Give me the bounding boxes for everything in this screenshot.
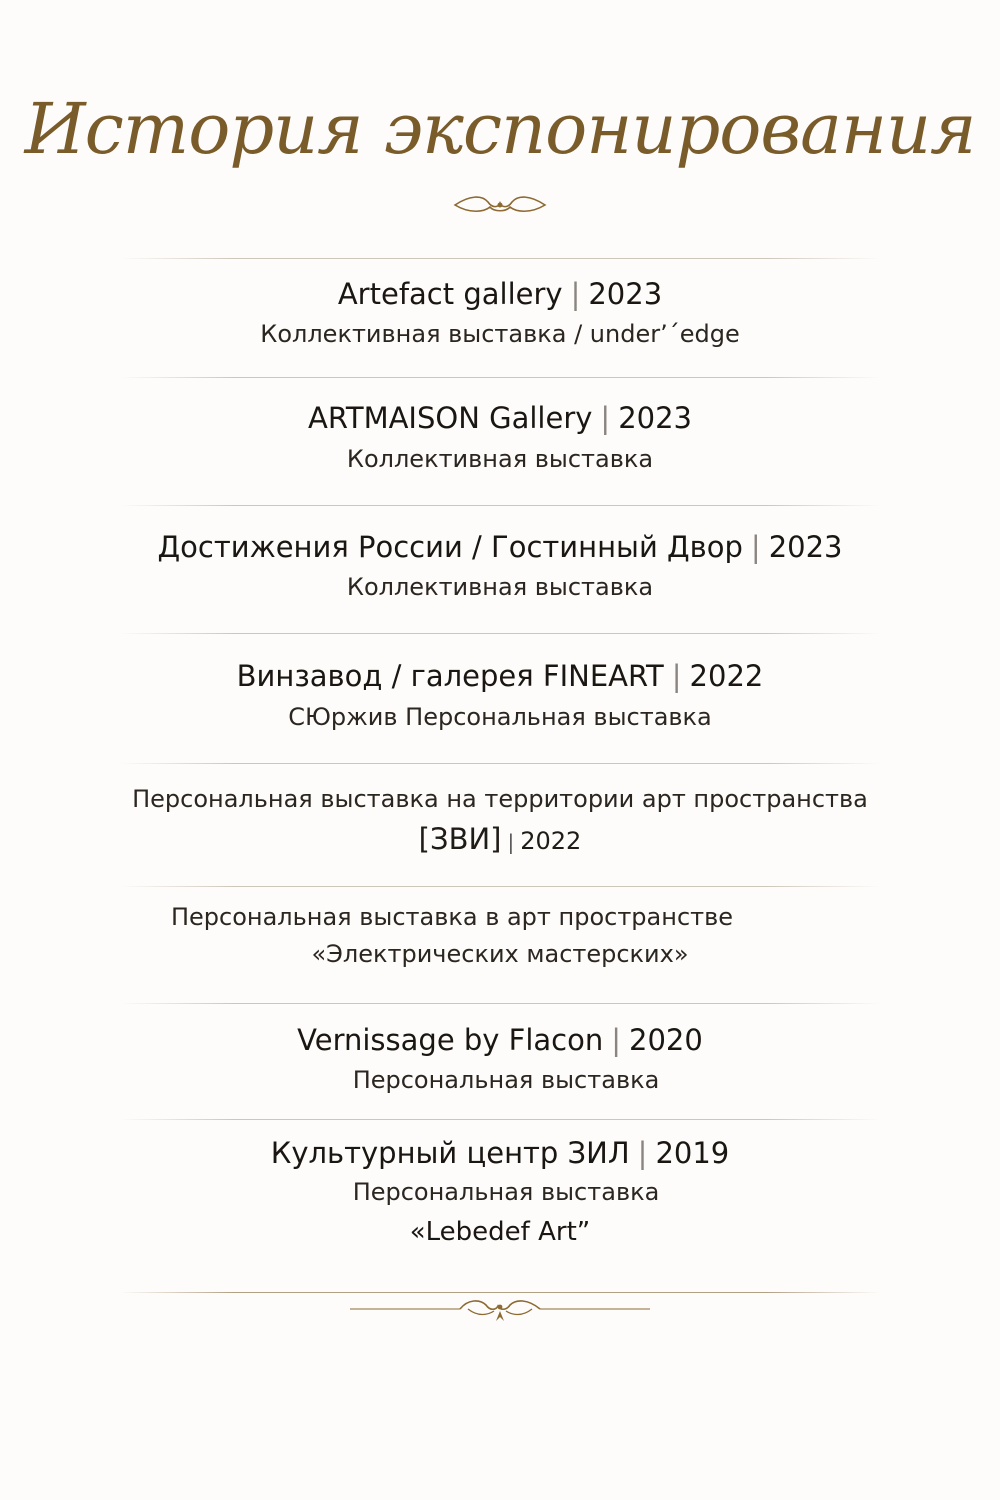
exhibition-venue: Artefact gallery	[337, 277, 563, 311]
title-separator: |	[600, 401, 611, 435]
exhibition-entry-title	[0, 822, 1000, 856]
exhibition-year: 2020	[629, 1023, 703, 1057]
exhibition-description-line-2: «Lebedef Art”	[409, 1217, 591, 1247]
exhibition-year: 2023	[768, 530, 843, 564]
ornament-flourish-bottom-icon	[350, 1295, 650, 1329]
exhibition-venue: Vernissage by Flacon	[297, 1023, 604, 1057]
title-separator: |	[507, 830, 515, 854]
title-separator: |	[750, 530, 761, 564]
entry-divider	[120, 633, 880, 634]
exhibition-description: Коллективная выставка	[346, 573, 654, 601]
title-separator: |	[611, 1023, 622, 1057]
exhibition-entry-title	[0, 659, 1000, 693]
exhibition-description: Персональная выставка на территории арт пространства	[132, 785, 868, 813]
exhibition-entry-title	[0, 1023, 1000, 1057]
exhibition-description-line-2: «Электрических мастерских»	[311, 940, 689, 968]
entry-divider	[120, 258, 880, 259]
exhibition-description: Персональная выставка	[352, 1178, 660, 1206]
exhibition-venue: ARTMAISON Gallery	[307, 401, 593, 435]
exhibition-year: 2022	[689, 659, 764, 693]
exhibition-venue: [ЗВИ]	[418, 822, 502, 856]
exhibition-entry-title	[0, 530, 1000, 564]
title-separator: |	[570, 277, 581, 311]
exhibition-year: 2022	[520, 827, 582, 855]
exhibition-description: Персональная выставка в арт пространстве	[170, 903, 734, 931]
title-separator: |	[671, 659, 682, 693]
exhibition-venue: Достижения России / Гостинный Двор	[157, 530, 743, 564]
title-separator: |	[637, 1136, 648, 1170]
exhibition-description: Персональная выставка	[352, 1066, 660, 1094]
exhibition-venue: Культурный центр ЗИЛ	[270, 1136, 630, 1170]
exhibition-year: 2023	[618, 401, 693, 435]
entry-divider-bottom	[120, 1292, 880, 1293]
exhibition-entry-title	[0, 277, 1000, 311]
entry-divider	[120, 763, 880, 764]
exhibition-entry-title	[0, 1136, 1000, 1170]
entry-divider	[120, 886, 880, 887]
exhibition-year: 2023	[588, 277, 663, 311]
exhibition-venue: Винзавод / галерея FINEART	[236, 659, 664, 693]
entry-divider	[120, 1003, 880, 1004]
exhibition-year: 2019	[655, 1136, 730, 1170]
ornament-divider-top-icon	[110, 190, 890, 220]
exhibition-description: Коллективная выставка / under’´edge	[260, 320, 740, 348]
entry-divider	[120, 377, 880, 378]
page-title: История экспонирования	[24, 88, 976, 170]
exhibition-entry-title	[0, 401, 1000, 435]
exhibition-description: Коллективная выставка	[346, 445, 654, 473]
entry-divider	[120, 1119, 880, 1120]
entry-divider	[120, 505, 880, 506]
exhibition-description: СЮржив Персональная выставка	[288, 703, 712, 731]
